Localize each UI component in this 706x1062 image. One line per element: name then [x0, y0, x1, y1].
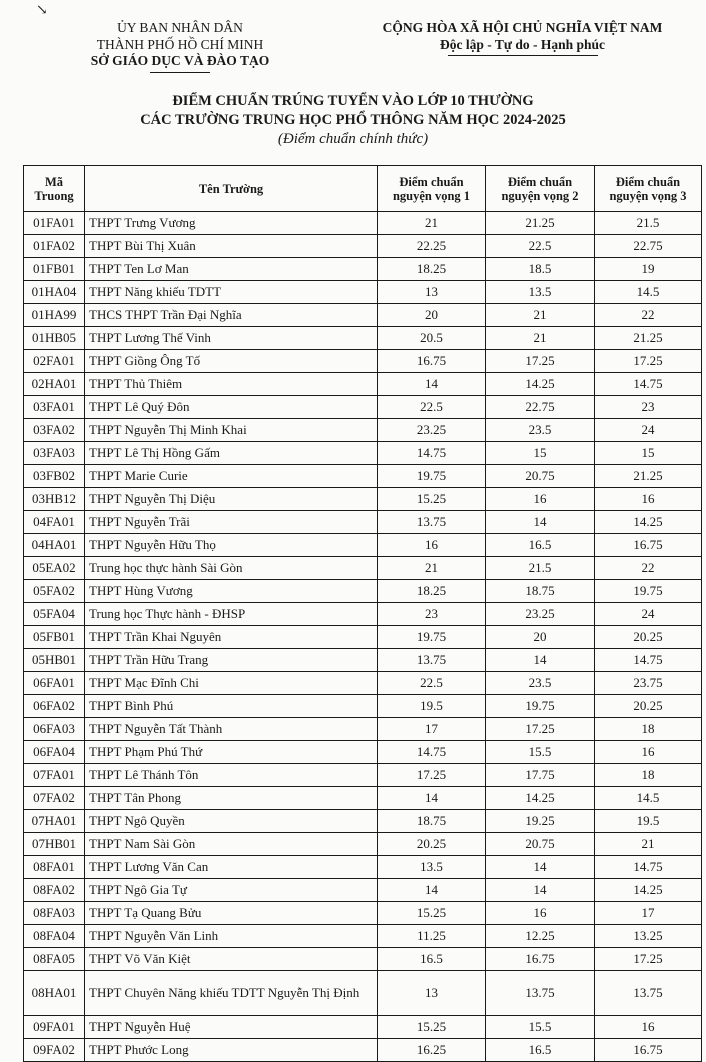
table-row [24, 442, 702, 465]
nv3-score-cell: 24 [595, 603, 702, 626]
nv3-score-cell: 21 [595, 833, 702, 856]
nv2-score-cell: 22.5 [486, 235, 595, 258]
school-name-cell: THCS THPT Trần Đại Nghĩa [85, 304, 378, 327]
nv3-score-cell: 21.25 [595, 327, 702, 350]
nv1-score-cell: 17.25 [378, 764, 486, 787]
nv1-score-cell: 22.5 [378, 672, 486, 695]
table-row [24, 856, 702, 879]
nv2-score-cell: 18.75 [486, 580, 595, 603]
school-code-cell: 05FB01 [24, 626, 85, 649]
table-row [24, 258, 702, 281]
table-row [24, 488, 702, 511]
school-code-cell: 05FA02 [24, 580, 85, 603]
nv1-score-cell: 19.75 [378, 626, 486, 649]
table-row [24, 902, 702, 925]
school-name-cell: THPT Nguyễn Trãi [85, 511, 378, 534]
nv1-score-cell: 14 [378, 787, 486, 810]
school-code-cell: 09FA02 [24, 1039, 85, 1062]
table-row [24, 212, 702, 235]
nv2-score-cell: 13.5 [486, 281, 595, 304]
title-line-2: CÁC TRƯỜNG TRUNG HỌC PHỔ THÔNG NĂM HỌC 2024-2025 [140, 112, 566, 128]
nv3-score-cell: 15 [595, 442, 702, 465]
table-row [24, 649, 702, 672]
school-name-cell: THPT Nguyễn Hữu Thọ [85, 534, 378, 557]
nv2-score-cell: 21.5 [486, 557, 595, 580]
header-nv3-line-1: Điểm chuẩn [615, 174, 681, 189]
school-code-cell: 03FA02 [24, 419, 85, 442]
table-row [24, 281, 702, 304]
nv2-score-cell: 14 [486, 856, 595, 879]
nv1-score-cell: 17 [378, 718, 486, 741]
nv2-score-cell: 21.25 [486, 212, 595, 235]
school-code-cell: 06FA02 [24, 695, 85, 718]
school-code-cell: 02HA01 [24, 373, 85, 396]
school-name-cell: Trung học thực hành Sài Gòn [85, 557, 378, 580]
nv3-score-cell: 24 [595, 419, 702, 442]
school-code-cell: 02FA01 [24, 350, 85, 373]
school-name-cell: THPT Phước Long [85, 1039, 378, 1062]
nv1-score-cell: 14.75 [378, 741, 486, 764]
header-nv1-line-2: nguyện vọng 1 [392, 188, 471, 203]
table-row [24, 948, 702, 971]
school-name-cell: THPT Năng khiếu TDTT [85, 281, 378, 304]
table-row [24, 350, 702, 373]
school-code-cell: 08FA02 [24, 879, 85, 902]
school-name-cell: THPT Ngô Gia Tự [85, 879, 378, 902]
table-row [24, 396, 702, 419]
table-row [24, 672, 702, 695]
header-nv1-line-1: Điểm chuẩn [399, 174, 464, 189]
school-name-cell: THPT Marie Curie [85, 465, 378, 488]
nv2-score-cell: 20.75 [486, 833, 595, 856]
header-school-name: Tên Trường [85, 166, 378, 212]
school-code-cell: 08FA04 [24, 925, 85, 948]
school-code-cell: 06FA01 [24, 672, 85, 695]
nv3-score-cell: 22 [595, 304, 702, 327]
table-row [24, 603, 702, 626]
nv3-score-cell: 17.25 [595, 948, 702, 971]
nv3-score-cell: 16 [595, 1016, 702, 1039]
authority-line-1: ỦY BAN NHÂN DÂN [117, 20, 243, 35]
school-name-cell: THPT Tạ Quang Bửu [85, 902, 378, 925]
header-nv2-line-1: Điểm chuẩn [507, 174, 573, 189]
nv3-score-cell: 16.75 [595, 534, 702, 557]
department-name: SỞ GIÁO DỤC VÀ ĐÀO TẠO [90, 53, 270, 68]
school-code-cell: 04HA01 [24, 534, 85, 557]
school-code-cell: 08HA01 [24, 971, 85, 1016]
school-code-cell: 03FA03 [24, 442, 85, 465]
nv2-score-cell: 13.75 [486, 971, 595, 1016]
table-row [24, 787, 702, 810]
nv2-score-cell: 20.75 [486, 465, 595, 488]
nv2-score-cell: 15.5 [486, 1016, 595, 1039]
nv3-score-cell: 21.5 [595, 212, 702, 235]
nv3-score-cell: 14.5 [595, 787, 702, 810]
school-name-cell: THPT Nguyễn Huệ [85, 1016, 378, 1039]
nv2-score-cell: 19.25 [486, 810, 595, 833]
table-header-row [24, 166, 702, 212]
nv3-score-cell: 23 [595, 396, 702, 419]
nv2-score-cell: 16 [486, 902, 595, 925]
nv1-score-cell: 13 [378, 281, 486, 304]
nv1-score-cell: 23 [378, 603, 486, 626]
school-code-cell: 05EA02 [24, 557, 85, 580]
school-code-cell: 01HA04 [24, 281, 85, 304]
nv2-score-cell: 22.75 [486, 396, 595, 419]
nv2-score-cell: 14.25 [486, 787, 595, 810]
table-row [24, 695, 702, 718]
school-name-cell: THPT Bùi Thị Xuân [85, 235, 378, 258]
school-code-cell: 07FA01 [24, 764, 85, 787]
school-code-cell: 05FA04 [24, 603, 85, 626]
school-name-cell: THPT Nguyễn Tất Thành [85, 718, 378, 741]
nv3-score-cell: 16 [595, 488, 702, 511]
table-row [24, 1016, 702, 1039]
national-heading [350, 20, 695, 56]
table-row [24, 235, 702, 258]
school-name-cell: THPT Mạc Đĩnh Chi [85, 672, 378, 695]
school-name-cell: THPT Trần Hữu Trang [85, 649, 378, 672]
issuing-authority [60, 20, 300, 73]
school-code-cell: 06FA03 [24, 718, 85, 741]
nv3-score-cell: 23.75 [595, 672, 702, 695]
school-name-cell: THPT Lê Quý Đôn [85, 396, 378, 419]
table-row [24, 626, 702, 649]
header-nv1 [378, 166, 486, 212]
nv2-score-cell: 17.25 [486, 718, 595, 741]
table-row [24, 373, 702, 396]
nv1-score-cell: 14 [378, 879, 486, 902]
nv1-score-cell: 11.25 [378, 925, 486, 948]
table-row [24, 741, 702, 764]
table-row [24, 511, 702, 534]
nv3-score-cell: 14.5 [595, 281, 702, 304]
school-name-cell: THPT Nguyễn Thị Diệu [85, 488, 378, 511]
nv2-score-cell: 20 [486, 626, 595, 649]
nv3-score-cell: 14.75 [595, 649, 702, 672]
nv1-score-cell: 13.75 [378, 511, 486, 534]
nv1-score-cell: 20 [378, 304, 486, 327]
nv3-score-cell: 17.25 [595, 350, 702, 373]
school-code-cell: 04FA01 [24, 511, 85, 534]
school-code-cell: 05HB01 [24, 649, 85, 672]
nv1-score-cell: 21 [378, 212, 486, 235]
table-row [24, 971, 702, 1016]
nv2-score-cell: 14.25 [486, 373, 595, 396]
school-name-cell: THPT Tân Phong [85, 787, 378, 810]
school-code-cell: 01FB01 [24, 258, 85, 281]
table-body [24, 212, 702, 1062]
header-code-line-2: Truong [34, 188, 74, 203]
scores-table [23, 165, 702, 1062]
table-row [24, 465, 702, 488]
nv1-score-cell: 15.25 [378, 902, 486, 925]
table-row [24, 327, 702, 350]
nv2-score-cell: 14 [486, 649, 595, 672]
nv2-score-cell: 16 [486, 488, 595, 511]
nv2-score-cell: 17.75 [486, 764, 595, 787]
nv2-score-cell: 12.25 [486, 925, 595, 948]
nv1-score-cell: 15.25 [378, 1016, 486, 1039]
school-name-cell: THPT Lương Thế Vinh [85, 327, 378, 350]
school-code-cell: 07HB01 [24, 833, 85, 856]
school-name-cell: THPT Nam Sài Gòn [85, 833, 378, 856]
school-code-cell: 01FA02 [24, 235, 85, 258]
nv3-score-cell: 19.5 [595, 810, 702, 833]
header-nv2 [486, 166, 595, 212]
motto-divider [448, 55, 598, 56]
nv3-score-cell: 22 [595, 557, 702, 580]
nv2-score-cell: 21 [486, 304, 595, 327]
nv2-score-cell: 23.5 [486, 672, 595, 695]
nv1-score-cell: 18.75 [378, 810, 486, 833]
title-line-1: ĐIỂM CHUẨN TRÚNG TUYỂN VÀO LỚP 10 THƯỜNG [172, 93, 534, 109]
nv1-score-cell: 13.5 [378, 856, 486, 879]
school-name-cell: THPT Trưng Vương [85, 212, 378, 235]
nv3-score-cell: 19 [595, 258, 702, 281]
nv2-score-cell: 17.25 [486, 350, 595, 373]
table-row [24, 718, 702, 741]
table-row [24, 879, 702, 902]
school-name-cell: THPT Ngô Quyền [85, 810, 378, 833]
school-code-cell: 01HA99 [24, 304, 85, 327]
nv2-score-cell: 15 [486, 442, 595, 465]
school-name-cell: THPT Giồng Ông Tố [85, 350, 378, 373]
school-name-cell: THPT Nguyễn Thị Minh Khai [85, 419, 378, 442]
nv1-score-cell: 16.75 [378, 350, 486, 373]
nv1-score-cell: 18.25 [378, 258, 486, 281]
nv3-score-cell: 20.25 [595, 626, 702, 649]
header-nv3-line-2: nguyện vọng 3 [609, 188, 687, 203]
school-name-cell: THPT Phạm Phú Thứ [85, 741, 378, 764]
nv3-score-cell: 18 [595, 764, 702, 787]
authority-divider [150, 72, 210, 73]
table-row [24, 419, 702, 442]
school-name-cell: Trung học Thực hành - ĐHSP [85, 603, 378, 626]
nv1-score-cell: 19.75 [378, 465, 486, 488]
school-name-cell: THPT Trần Khai Nguyên [85, 626, 378, 649]
table-row [24, 534, 702, 557]
nv3-score-cell: 14.25 [595, 879, 702, 902]
nv1-score-cell: 23.25 [378, 419, 486, 442]
school-name-cell: THPT Bình Phú [85, 695, 378, 718]
nv1-score-cell: 14.75 [378, 442, 486, 465]
document-title [0, 92, 706, 149]
header-code-line-1: Mã [44, 174, 64, 189]
nv1-score-cell: 22.25 [378, 235, 486, 258]
header-nv2-line-2: nguyện vọng 2 [501, 188, 579, 203]
nv1-score-cell: 20.5 [378, 327, 486, 350]
table-row [24, 925, 702, 948]
table-row [24, 810, 702, 833]
national-motto: Độc lập - Tự do - Hạnh phúc [439, 36, 606, 52]
nv1-score-cell: 15.25 [378, 488, 486, 511]
nv3-score-cell: 13.75 [595, 971, 702, 1016]
school-code-cell: 01HB05 [24, 327, 85, 350]
table-row [24, 764, 702, 787]
nv2-score-cell: 15.5 [486, 741, 595, 764]
school-code-cell: 09FA01 [24, 1016, 85, 1039]
nv1-score-cell: 13.75 [378, 649, 486, 672]
nv3-score-cell: 19.75 [595, 580, 702, 603]
nv1-score-cell: 18.25 [378, 580, 486, 603]
school-code-cell: 01FA01 [24, 212, 85, 235]
nv3-score-cell: 14.25 [595, 511, 702, 534]
nv1-score-cell: 14 [378, 373, 486, 396]
table-row [24, 304, 702, 327]
table-row [24, 833, 702, 856]
nation-name: CỘNG HÒA XÃ HỘI CHỦ NGHĨA VIỆT NAM [382, 20, 663, 35]
nv1-score-cell: 21 [378, 557, 486, 580]
nv2-score-cell: 23.25 [486, 603, 595, 626]
header-school-code [24, 166, 85, 212]
nv3-score-cell: 14.75 [595, 856, 702, 879]
nv2-score-cell: 16.5 [486, 534, 595, 557]
school-name-cell: THPT Nguyễn Văn Linh [85, 925, 378, 948]
school-code-cell: 08FA03 [24, 902, 85, 925]
school-name-cell: THPT Lương Văn Can [85, 856, 378, 879]
school-name-cell: THPT Ten Lơ Man [85, 258, 378, 281]
school-name-cell: THPT Võ Văn Kiệt [85, 948, 378, 971]
nv2-score-cell: 14 [486, 879, 595, 902]
nv3-score-cell: 17 [595, 902, 702, 925]
school-code-cell: 03HB12 [24, 488, 85, 511]
nv1-score-cell: 19.5 [378, 695, 486, 718]
nv3-score-cell: 21.25 [595, 465, 702, 488]
nv2-score-cell: 23.5 [486, 419, 595, 442]
corner-arrow-icon: ↘ [36, 3, 48, 18]
school-name-cell: THPT Lê Thị Hồng Gấm [85, 442, 378, 465]
nv1-score-cell: 16 [378, 534, 486, 557]
nv1-score-cell: 16.5 [378, 948, 486, 971]
nv1-score-cell: 20.25 [378, 833, 486, 856]
school-code-cell: 06FA04 [24, 741, 85, 764]
table-row [24, 1039, 702, 1062]
nv2-score-cell: 19.75 [486, 695, 595, 718]
school-code-cell: 07HA01 [24, 810, 85, 833]
nv2-score-cell: 21 [486, 327, 595, 350]
nv2-score-cell: 16.75 [486, 948, 595, 971]
nv3-score-cell: 20.25 [595, 695, 702, 718]
header-nv3 [595, 166, 702, 212]
school-name-cell: THPT Lê Thánh Tôn [85, 764, 378, 787]
school-code-cell: 08FA05 [24, 948, 85, 971]
nv1-score-cell: 22.5 [378, 396, 486, 419]
nv3-score-cell: 13.25 [595, 925, 702, 948]
table-row [24, 580, 702, 603]
school-code-cell: 03FB02 [24, 465, 85, 488]
nv2-score-cell: 16.5 [486, 1039, 595, 1062]
school-code-cell: 07FA02 [24, 787, 85, 810]
school-code-cell: 08FA01 [24, 856, 85, 879]
nv3-score-cell: 18 [595, 718, 702, 741]
nv2-score-cell: 18.5 [486, 258, 595, 281]
nv3-score-cell: 22.75 [595, 235, 702, 258]
school-name-cell: THPT Thủ Thiêm [85, 373, 378, 396]
authority-line-2: THÀNH PHỐ HỒ CHÍ MINH [96, 36, 264, 52]
nv1-score-cell: 13 [378, 971, 486, 1016]
school-name-cell: THPT Hùng Vương [85, 580, 378, 603]
school-code-cell: 03FA01 [24, 396, 85, 419]
table-row [24, 557, 702, 580]
nv3-score-cell: 16 [595, 741, 702, 764]
nv3-score-cell: 16.75 [595, 1039, 702, 1062]
title-subtitle: (Điểm chuẩn chính thức) [277, 131, 429, 147]
nv1-score-cell: 16.25 [378, 1039, 486, 1062]
nv2-score-cell: 14 [486, 511, 595, 534]
nv3-score-cell: 14.75 [595, 373, 702, 396]
school-name-cell: THPT Chuyên Năng khiếu TDTT Nguyễn Thị Định [85, 971, 378, 1016]
